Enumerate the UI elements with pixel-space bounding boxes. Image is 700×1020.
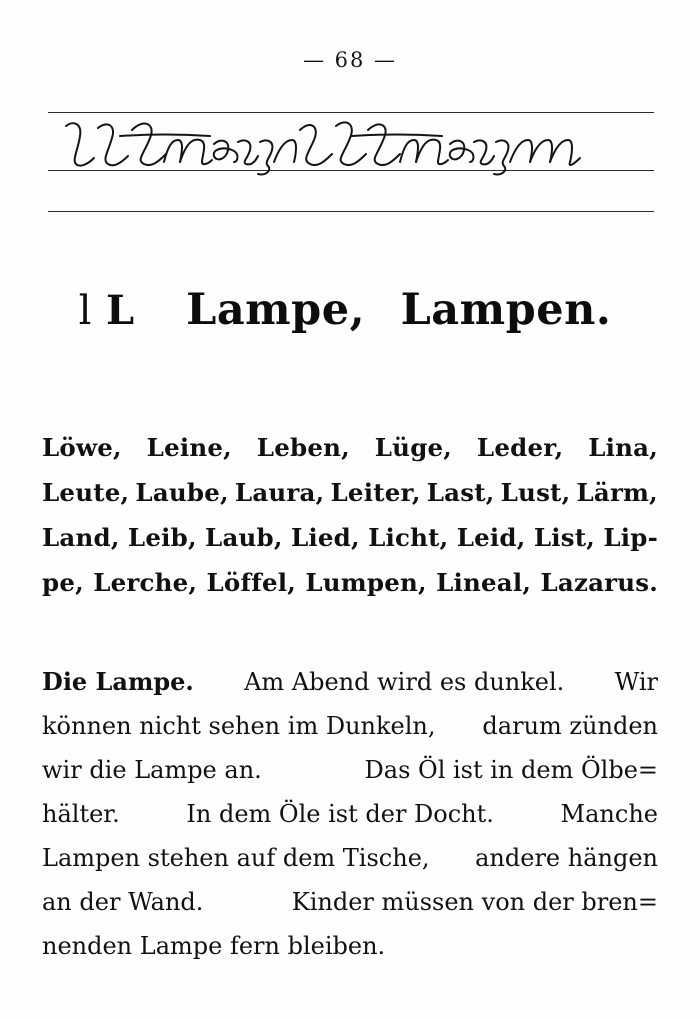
word-item: Leben, bbox=[256, 433, 350, 462]
reading-segment: Manche bbox=[560, 800, 658, 828]
reading-line bbox=[42, 836, 658, 880]
word-item: Lerche, bbox=[93, 568, 198, 597]
word-item: Löwe, bbox=[42, 433, 122, 462]
word-item: pe, bbox=[42, 568, 84, 597]
word-item: Laub, bbox=[205, 523, 283, 552]
page-title bbox=[0, 285, 700, 335]
word-item: Löffel, bbox=[206, 568, 296, 597]
word-item: Lina, bbox=[588, 433, 658, 462]
ruled-line-top bbox=[48, 112, 654, 113]
word-list-row bbox=[42, 470, 658, 515]
word-item: Lazarus. bbox=[540, 568, 658, 597]
word-item: Leine, bbox=[146, 433, 232, 462]
word-item: Lip- bbox=[603, 523, 658, 552]
page-number: — 68 — bbox=[302, 48, 398, 72]
reading-line bbox=[42, 704, 658, 748]
word-item: List, bbox=[533, 523, 596, 552]
word-item: Lied, bbox=[290, 523, 360, 552]
handwriting-practice-band bbox=[48, 108, 654, 220]
word-list-row bbox=[42, 560, 658, 605]
reading-segment: nenden Lampe fern bleiben. bbox=[42, 932, 386, 960]
word-item: Leiter, bbox=[330, 478, 421, 507]
word-item: Lust, bbox=[500, 478, 571, 507]
reading-line bbox=[42, 660, 658, 704]
reading-passage-title: Die Lampe. bbox=[42, 667, 194, 696]
ruled-line-bottom bbox=[48, 211, 654, 212]
word-item: Land, bbox=[42, 523, 120, 552]
reading-segment: Am Abend wird es dunkel. bbox=[244, 668, 565, 696]
reading-line bbox=[42, 748, 658, 792]
reading-passage bbox=[42, 660, 658, 968]
reading-segment: können nicht sehen im Dunkeln, bbox=[42, 712, 436, 740]
word-item: Leder, bbox=[476, 433, 564, 462]
reading-segment: Wir bbox=[614, 668, 658, 696]
lowercase-l-letter: l bbox=[78, 288, 92, 334]
word-item: Licht, bbox=[368, 523, 449, 552]
word-item: Last, bbox=[426, 478, 495, 507]
reading-segment: andere hängen bbox=[475, 844, 658, 872]
word-list-row bbox=[42, 515, 658, 560]
reading-segment: darum zünden bbox=[482, 712, 658, 740]
headline-word-lampe: Lampe, bbox=[186, 285, 366, 335]
reading-line bbox=[42, 924, 658, 968]
reading-segment: an der Wand. bbox=[42, 888, 204, 916]
word-list-row bbox=[42, 425, 658, 470]
word-item: Leute, bbox=[42, 478, 130, 507]
uppercase-l-letter: L bbox=[105, 287, 135, 334]
headline-word-lampen: Lampen. bbox=[400, 285, 612, 335]
word-item: Laube, bbox=[135, 478, 229, 507]
word-item: Leib, bbox=[127, 523, 197, 552]
reading-segment: Das Öl ist in dem Ölbe= bbox=[364, 756, 658, 784]
reading-segment: hälter. bbox=[42, 800, 120, 828]
word-item: Laura, bbox=[234, 478, 325, 507]
letter-pair bbox=[79, 287, 135, 334]
reading-segment: wir die Lampe an. bbox=[42, 756, 262, 784]
word-item: Lumpen, bbox=[305, 568, 427, 597]
reading-segment: In dem Öle ist der Docht. bbox=[186, 800, 494, 828]
reading-segment: Kinder müssen von der bren= bbox=[291, 888, 658, 916]
word-list bbox=[42, 425, 658, 605]
reading-line bbox=[42, 792, 658, 836]
word-item: Lüge, bbox=[374, 433, 453, 462]
reading-line bbox=[42, 880, 658, 924]
word-item: Leid, bbox=[456, 523, 526, 552]
reading-segment: Lampen stehen auf dem Tische, bbox=[42, 844, 430, 872]
word-item: Lärm, bbox=[576, 478, 658, 507]
word-item: Lineal, bbox=[436, 568, 532, 597]
handwriting-script-line-icon bbox=[60, 116, 640, 176]
